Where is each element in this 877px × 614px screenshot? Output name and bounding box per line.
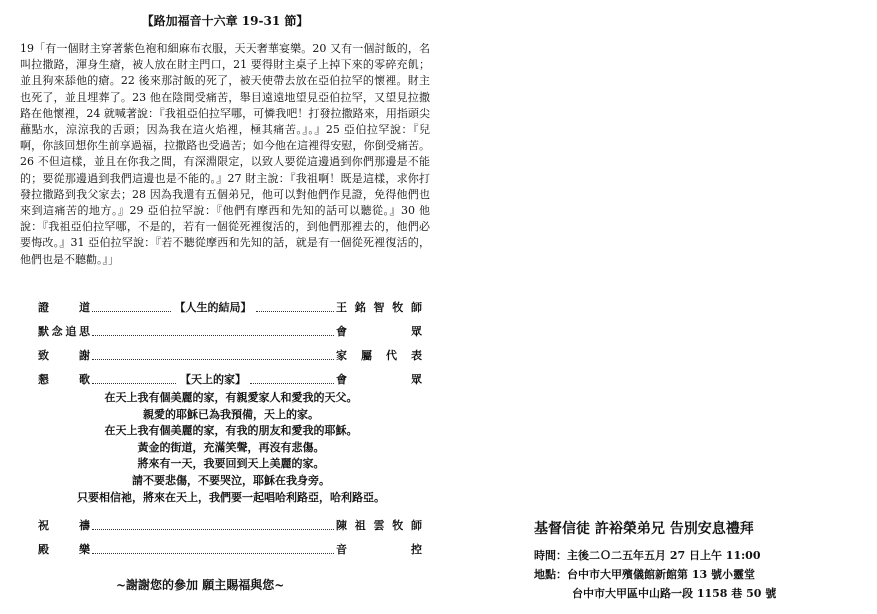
- dot-leader: [250, 375, 334, 384]
- program-item-person: 會 眾: [336, 373, 422, 386]
- program-row: [38, 319, 422, 343]
- hymn-line: 在天上我有個美麗的家，有親愛家人和愛我的天父。: [104, 391, 358, 404]
- dot-leader: [92, 327, 334, 336]
- service-address: 台中市大甲區中山路一段 1158 巷 50 號: [572, 587, 777, 600]
- dot-leader: [92, 351, 334, 360]
- program-row: [38, 295, 422, 319]
- dot-leader: [92, 303, 171, 312]
- hymn-line: 請不要悲傷，不要哭泣，耶穌在我身旁。: [132, 473, 330, 487]
- service-title: 基督信徒 許裕榮弟兄 告別安息禮拜: [534, 521, 754, 537]
- program-item-label: 證 道: [38, 301, 90, 314]
- dot-leader: [92, 375, 176, 384]
- scripture-title: 【路加福音十六章 19-31 節】: [141, 14, 309, 28]
- program-item-label: 默 念 追 思: [38, 325, 90, 338]
- dot-leader: [256, 303, 335, 312]
- program-row: [38, 513, 422, 537]
- service-time: 時間：主後二Ｏ二五年五月 27 日上午 11:00: [534, 549, 761, 562]
- program-item-person: 會 眾: [336, 325, 422, 338]
- hymn-line: 只要相信祂，將來在天上，我們要一起唱哈利路亞，哈利路亞。: [77, 490, 385, 504]
- program-list: [38, 295, 422, 391]
- program-row: [38, 343, 422, 367]
- hymn-line: 親愛的耶穌已為我預備，天上的家。: [143, 407, 319, 421]
- program-item-person: 家 屬 代 表: [336, 349, 422, 362]
- scripture-text: 19「有一個財主穿著紫色袍和細麻布衣服，天天奢華宴樂。20 又有一個討飯的，名叫拉撒路，渾身生瘡，被人放在財主門口，21 要得財主桌子上掉下來的零碎充飢；並且狗來舔他的瘡。22 後來那討飯的死了，被天使帶去放在亞伯拉罕的懷裡。財主也死了，並且埋葬了。23 他在陰間受痛苦，舉目遠遠地望見亞伯拉罕，又望見拉撒路在他懷裡，24 就喊著說：『我祖亞伯拉罕哪，可憐我吧！打發拉撒路來，用指頭尖蘸點水，涼涼我的舌頭；因為我在這火焰裡，極其痛苦。』。』25 亞伯拉罕說：『兒啊，你該回想你生前享過福，拉撒路也受過苦；如今他在這裡得安慰，你倒受痛苦。26 不但這樣，並且在你我之間，有深淵限定，以致人要從這邊過到你們那邊是不能的；要從那邊過到我們這邊也是不能的。』27 財主說：『我祖啊！既是這樣，求你打發拉撒路到我父家去；28 因為我還有五個弟兄，他可以對他們作見證，免得他們也來到這痛苦的地方。』29 亞伯拉罕說：『他們有摩西和先知的話可以聽從。』30 他說：『我祖亞伯拉罕哪，不是的，若有一個從死裡復活的，到他們那裡去的，他們必要悔改。』31 亞伯拉罕說：『若不聽從摩西和先知的話，就是有一個從死裡復活的，他們也是不聽勸。』」: [20, 42, 430, 266]
- program-item-label: 殿 樂: [38, 543, 90, 556]
- hymn-line: 黃金的街道，充滿笑聲，再沒有悲傷。: [137, 440, 325, 454]
- hymn-line: 將來有一天，我要回到天上美麗的家。: [137, 457, 325, 471]
- program-item-label: 祝 禱: [38, 519, 90, 532]
- hymn-line: 在天上我有個美麗的家，有我的朋友和愛我的耶穌。: [104, 424, 358, 438]
- program-item-label: 致 謝: [38, 349, 90, 362]
- service-info: [534, 518, 864, 603]
- program-row: [38, 537, 422, 561]
- program-item-person: 陳 祖 雲 牧 師: [336, 519, 422, 532]
- program-row: [38, 367, 422, 391]
- thanks-message: ~謝謝您的參加 願主賜福與您~: [116, 578, 285, 592]
- program-item-title: 【人生的結局】: [174, 301, 252, 314]
- program-item-title: 【天上的家】: [180, 373, 246, 386]
- scripture-section: [20, 12, 430, 268]
- service-place: 地點：台中市大甲殯儀館新館第 13 號小靈堂: [534, 568, 755, 581]
- program-list-closing: [38, 513, 422, 561]
- dot-leader: [92, 545, 334, 554]
- program-item-person: 王 銘 智 牧 師: [336, 301, 422, 314]
- program-item-label: 懇 歌: [38, 373, 90, 386]
- dot-leader: [92, 521, 334, 530]
- program-item-person: 音 控: [336, 543, 422, 556]
- hymn-lyrics: [36, 390, 426, 506]
